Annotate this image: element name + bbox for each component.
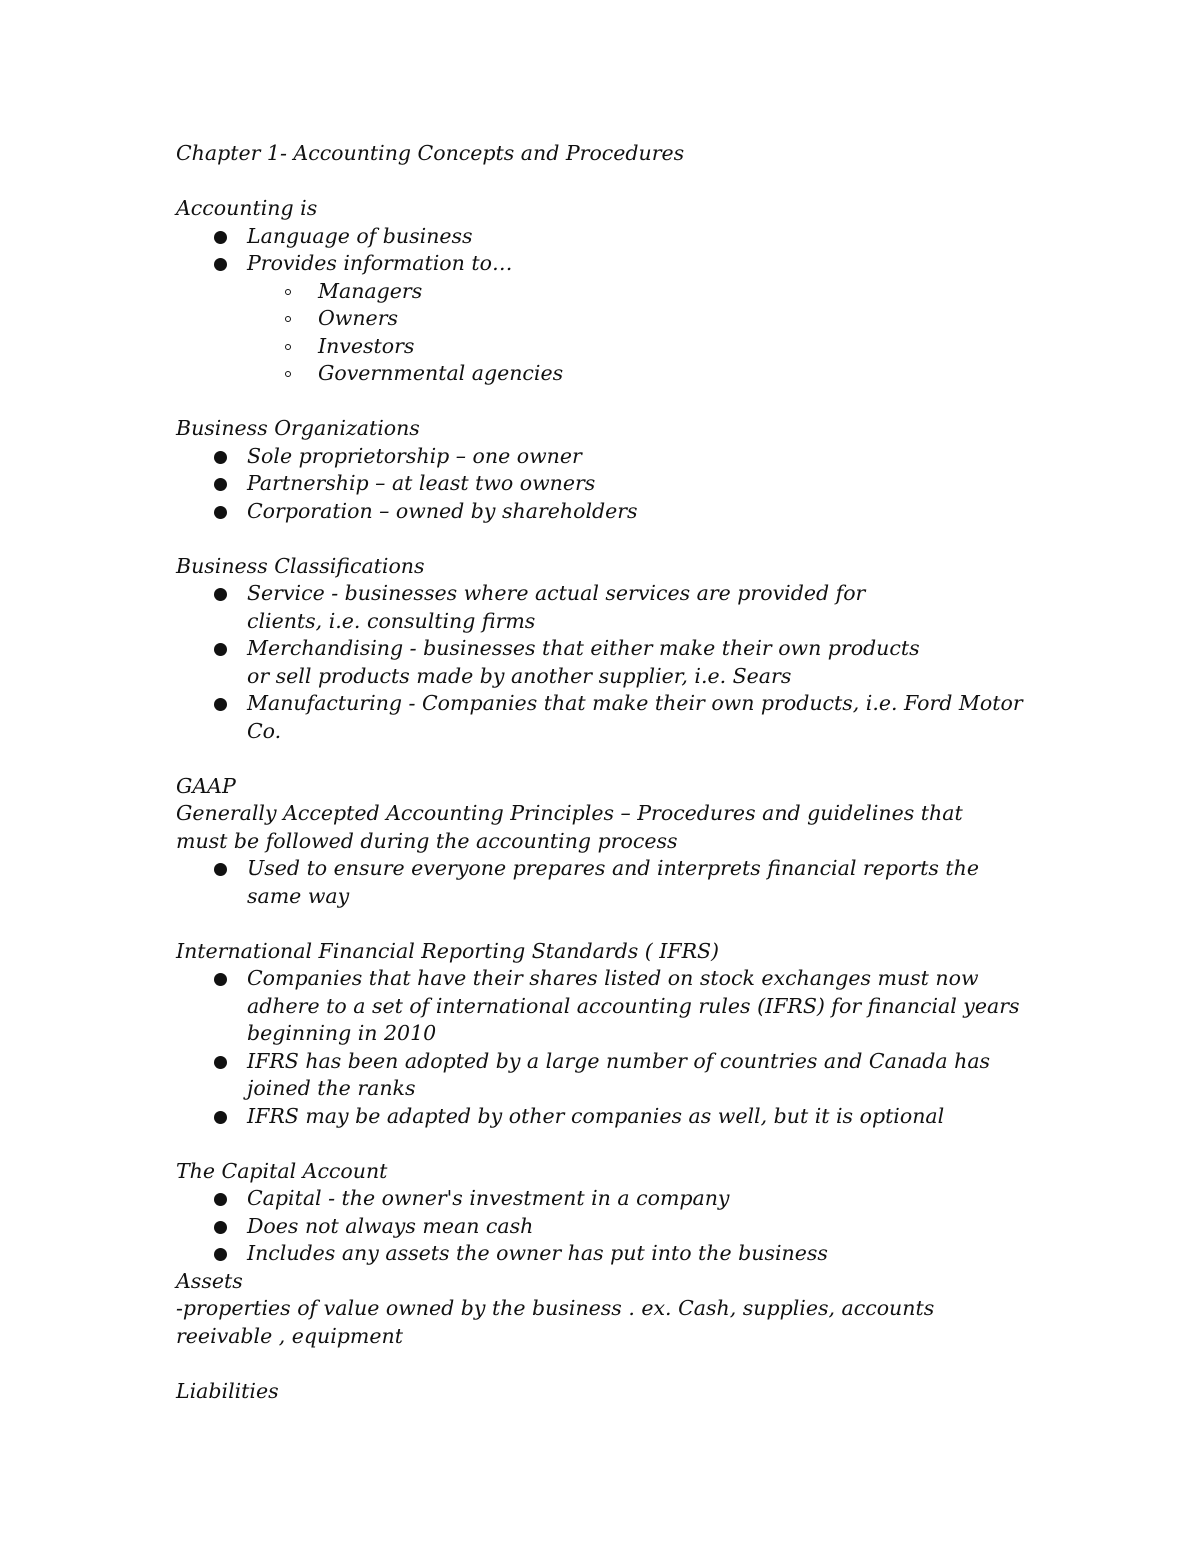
bullet-icon xyxy=(214,1111,227,1124)
bullet-icon xyxy=(214,588,227,601)
bullet-icon xyxy=(214,506,227,519)
section-heading-assets: Assets xyxy=(176,1268,243,1293)
bullet-icon xyxy=(214,1056,227,1069)
accounting-list xyxy=(176,223,1036,278)
gaap-definition: Generally Accepted Accounting Principles – Procedures and guidelines that must be followed during the accounting process xyxy=(176,801,963,853)
bullet-icon xyxy=(214,973,227,986)
bullet-icon xyxy=(214,1221,227,1234)
organizations-list xyxy=(176,443,1036,526)
circle-bullet-icon xyxy=(285,316,291,322)
list-item: IFRS may be adapted by other companies as well, but it is optional xyxy=(247,1103,1027,1131)
assets-text: -properties of value owned by the business . ex. Cash, supplies, accounts reeivable , equipment xyxy=(176,1296,935,1348)
section-heading-gaap: GAAP xyxy=(176,773,236,798)
sub-list-item: Owners xyxy=(318,305,1036,333)
section-heading-organizations: Business Organizations xyxy=(176,416,420,440)
classifications-list xyxy=(176,580,1036,745)
circle-bullet-icon xyxy=(285,371,291,377)
accounting-sublist xyxy=(176,278,1036,388)
list-item: Partnership – at least two owners xyxy=(247,470,1036,498)
section-heading-classifications: Business Classifications xyxy=(176,553,425,578)
section-heading-ifrs: International Financial Reporting Standards ( IFRS) xyxy=(176,938,720,963)
list-item: Includes any assets the owner has put into the business xyxy=(247,1240,1036,1268)
capital-list xyxy=(176,1185,1036,1268)
list-item: Companies that have their shares listed on stock exchanges must now adhere to a set of international accounting rules (IFRS) for financial years beginning in 2010 xyxy=(247,965,1027,1048)
list-item: Language of business xyxy=(247,223,1036,251)
bullet-icon xyxy=(214,643,227,656)
bullet-icon xyxy=(214,1193,227,1206)
circle-bullet-icon xyxy=(285,344,291,350)
list-item: Service - businesses where actual services are provided for clients, i.e. consulting firms xyxy=(247,580,937,635)
sub-list-item: Governmental agencies xyxy=(318,360,1036,388)
section-heading-accounting: Accounting is xyxy=(176,196,318,220)
bullet-icon xyxy=(214,231,227,244)
list-item: Merchandising - businesses that either make their own products or sell products made by another supplier, i.e. Sears xyxy=(247,635,947,690)
bullet-icon xyxy=(214,863,227,876)
section-heading-liabilities: Liabilities xyxy=(176,1378,279,1403)
bullet-icon xyxy=(214,258,227,271)
list-item: Provides information to… xyxy=(247,250,1036,278)
sub-list-item: Managers xyxy=(318,278,1036,306)
bullet-icon xyxy=(214,1248,227,1261)
list-item: Sole proprietorship – one owner xyxy=(247,443,1036,471)
list-item: Corporation – owned by shareholders xyxy=(247,498,1036,526)
list-item: IFRS has been adopted by a large number of countries and Canada has joined the ranks xyxy=(247,1048,1007,1103)
section-heading-capital: The Capital Account xyxy=(176,1158,388,1183)
gaap-list xyxy=(176,855,1036,910)
list-item: Used to ensure everyone prepares and interprets financial reports the same way xyxy=(247,855,987,910)
sub-list-item: Investors xyxy=(318,333,1036,361)
page-title: Chapter 1- Accounting Concepts and Procedures xyxy=(176,141,685,165)
list-item: Capital - the owner's investment in a company xyxy=(247,1185,1036,1213)
list-item: Manufacturing - Companies that make their own products, i.e. Ford Motor Co. xyxy=(247,690,1037,745)
bullet-icon xyxy=(214,698,227,711)
ifrs-list xyxy=(176,965,1036,1130)
bullet-icon xyxy=(214,451,227,464)
document-page xyxy=(176,140,1036,1405)
circle-bullet-icon xyxy=(285,289,291,295)
bullet-icon xyxy=(214,478,227,491)
list-item: Does not always mean cash xyxy=(247,1213,1036,1241)
